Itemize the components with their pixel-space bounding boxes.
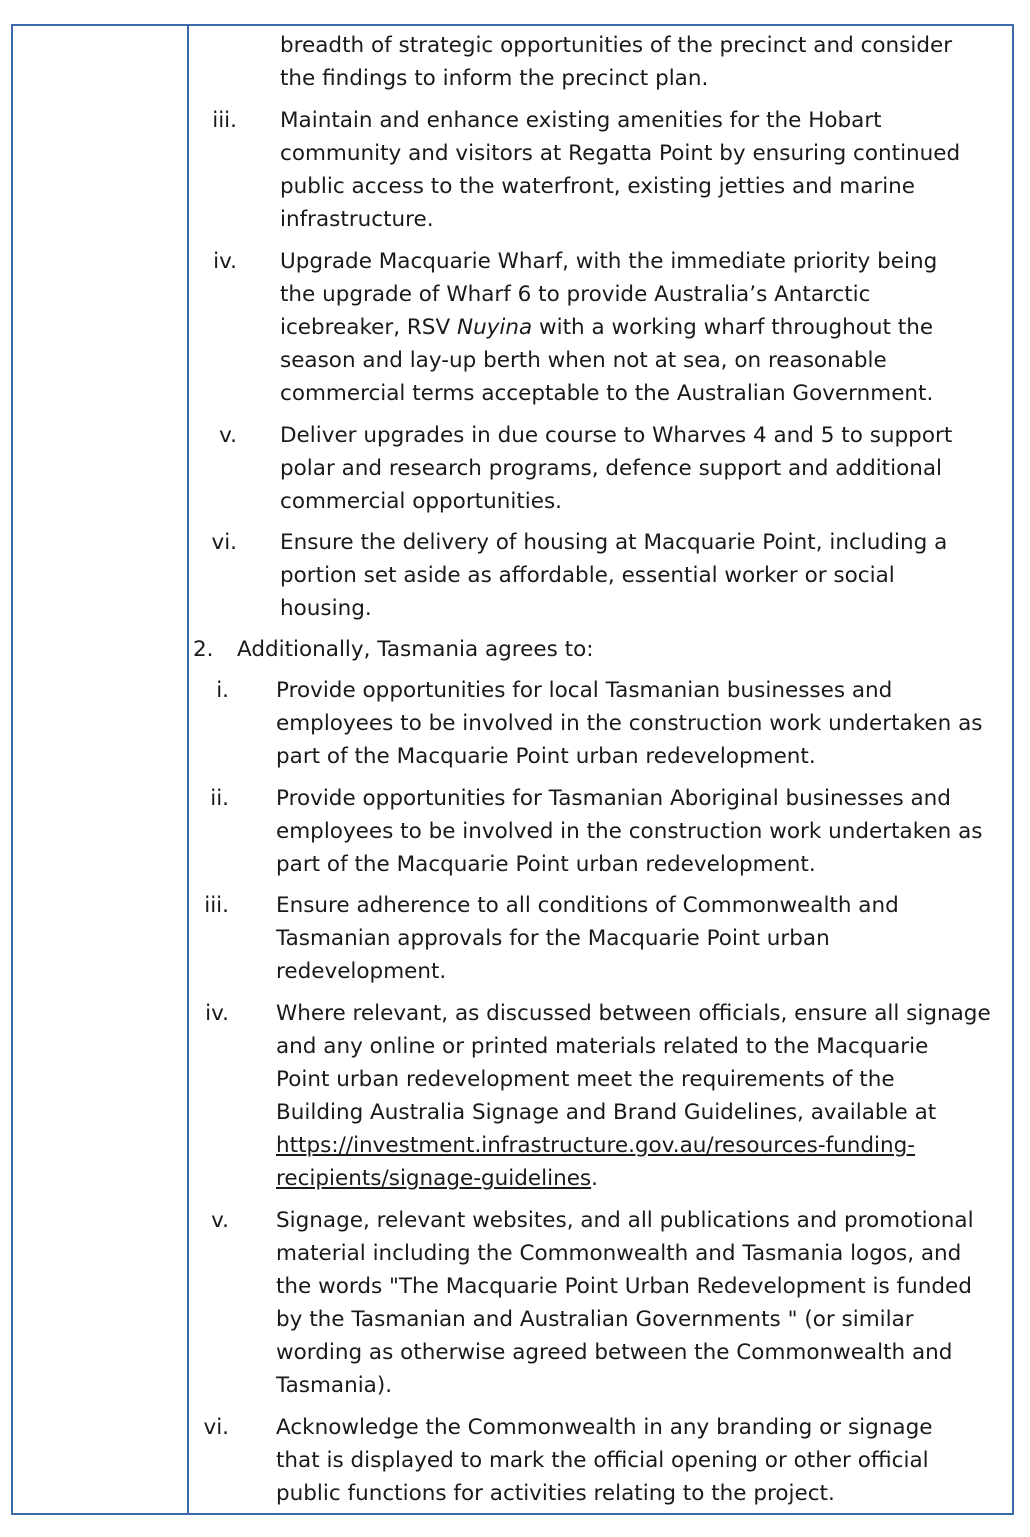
item-numeral: vi. <box>211 530 237 555</box>
list-item-line <box>189 815 1012 848</box>
list-item-line <box>189 1204 1012 1237</box>
vessel-name: Nuyina <box>457 315 533 340</box>
list-item-line <box>189 559 1012 592</box>
clause-text: Provide opportunities for local Tasmanian businesses and <box>276 678 893 703</box>
clause-text: Point urban redevelopment meet the requirements of the <box>276 1067 895 1092</box>
item-numeral: iii. <box>204 893 229 918</box>
list-item-line <box>189 1477 1012 1510</box>
table-cell-frame <box>11 24 1014 1515</box>
list-item-line <box>189 419 1012 452</box>
clause-text: polar and research programs, defence support and additional <box>280 456 943 481</box>
clause-text: community and visitors at Regatta Point by ensuring continued <box>280 141 961 166</box>
list-item-line <box>189 1336 1012 1369</box>
clause-text: breadth of strategic opportunities of the precinct and consider <box>280 33 953 58</box>
clause-text: employees to be involved in the construction work undertaken as <box>276 711 983 736</box>
list-item-line <box>189 377 1012 410</box>
list-item-line <box>189 485 1012 518</box>
list-item-line <box>189 782 1012 815</box>
list-item-line <box>189 1063 1012 1096</box>
clause-text: Acknowledge the Commonwealth in any branding or signage <box>276 1415 933 1440</box>
clause-text: Building Australia Signage and Brand Guidelines, available at <box>276 1100 937 1125</box>
list-item-line <box>189 1369 1012 1402</box>
clause-text: part of the Macquarie Point urban redevelopment. <box>276 852 816 877</box>
clause-text: redevelopment. <box>276 959 447 984</box>
clause-text: Where relevant, as discussed between officials, ensure all signage <box>276 1001 991 1026</box>
clause-text: Ensure adherence to all conditions of Commonwealth and <box>276 893 899 918</box>
list-item-line <box>189 889 1012 922</box>
list-item-line <box>189 170 1012 203</box>
item-numeral: iii. <box>212 108 237 133</box>
section-heading <box>189 633 1012 666</box>
clause-text: Deliver upgrades in due course to Wharves 4 and 5 to support <box>280 423 953 448</box>
clause-text: Signage, relevant websites, and all publications and promotional <box>276 1208 974 1233</box>
item-numeral: v. <box>219 423 237 448</box>
clause-text: by the Tasmanian and Australian Governments " (or similar <box>276 1307 914 1332</box>
item-numeral: ii. <box>210 786 229 811</box>
clause-text: commercial terms acceptable to the Australian Government. <box>280 381 934 406</box>
clause-text: material including the Commonwealth and Tasmania logos, and <box>276 1241 962 1266</box>
list-item-line <box>189 311 1012 344</box>
clause-text-segment: icebreaker, RSV <box>280 315 457 340</box>
list-item-line <box>189 592 1012 625</box>
clause-text: Upgrade Macquarie Wharf, with the immediate priority being <box>280 249 938 274</box>
list-item-line <box>189 1411 1012 1444</box>
list-item-line <box>189 29 1012 62</box>
list-item-line <box>189 137 1012 170</box>
clause-text: infrastructure. <box>280 207 434 232</box>
clause-text-segment: . <box>591 1166 598 1191</box>
list-item-line <box>189 707 1012 740</box>
item-numeral: v. <box>211 1208 229 1233</box>
clause-text: employees to be involved in the construction work undertaken as <box>276 819 983 844</box>
clause-text: the upgrade of Wharf 6 to provide Australia’s Antarctic <box>280 282 871 307</box>
clause-text: wording as otherwise agreed between the Commonwealth and <box>276 1340 953 1365</box>
signage-guidelines-link[interactable]: recipients/signage-guidelines <box>276 1166 592 1191</box>
clause-content <box>189 26 1012 1513</box>
list-item-line <box>189 245 1012 278</box>
list-item-line <box>189 62 1012 95</box>
clause-text: Tasmania). <box>276 1373 393 1398</box>
list-item-line <box>189 674 1012 707</box>
list-item-line <box>189 1030 1012 1063</box>
clause-text: public access to the waterfront, existing jetties and marine <box>280 174 916 199</box>
signage-guidelines-link[interactable]: https://investment.infrastructure.gov.au/resources-funding- <box>276 1133 916 1158</box>
item-numeral: vi. <box>203 1415 229 1440</box>
list-item-line <box>189 344 1012 377</box>
list-item-line <box>189 848 1012 881</box>
clause-text: commercial opportunities. <box>280 489 562 514</box>
clause-text: Tasmanian approvals for the Macquarie Point urban <box>276 926 830 951</box>
list-item-line <box>189 1096 1012 1129</box>
clause-text: portion set aside as affordable, essential worker or social <box>280 563 895 588</box>
list-item-line <box>189 1444 1012 1477</box>
clause-text: that is displayed to mark the official opening or other official <box>276 1448 929 1473</box>
clause-text: the words "The Macquarie Point Urban Redevelopment is funded <box>276 1274 972 1299</box>
list-item-line <box>189 1303 1012 1336</box>
list-item-line <box>189 104 1012 137</box>
list-item-line <box>189 278 1012 311</box>
clause-text: part of the Macquarie Point urban redevelopment. <box>276 744 816 769</box>
list-item-line <box>189 740 1012 773</box>
clause-text: Maintain and enhance existing amenities for the Hobart <box>280 108 882 133</box>
list-item-line <box>189 1129 1012 1162</box>
clause-text: the findings to inform the precinct plan. <box>280 66 709 91</box>
clause-text: Provide opportunities for Tasmanian Aboriginal businesses and <box>276 786 951 811</box>
list-item-line <box>189 1237 1012 1270</box>
list-item-line <box>189 997 1012 1030</box>
item-numeral: iv. <box>213 249 237 274</box>
list-item-line <box>189 955 1012 988</box>
list-item-line <box>189 203 1012 236</box>
list-item-line <box>189 452 1012 485</box>
section-number: 2. <box>193 637 214 662</box>
clause-text: and any online or printed materials related to the Macquarie <box>276 1034 929 1059</box>
list-item-line <box>189 922 1012 955</box>
clause-text: housing. <box>280 596 372 621</box>
item-numeral: i. <box>216 678 229 703</box>
list-item-line <box>189 1270 1012 1303</box>
clause-text-segment: with a working wharf throughout the <box>532 315 934 340</box>
clause-text: public functions for activities relating to the project. <box>276 1481 835 1506</box>
list-item-line <box>189 526 1012 559</box>
clause-text: season and lay-up berth when not at sea, on reasonable <box>280 348 887 373</box>
clause-text: Ensure the delivery of housing at Macquarie Point, including a <box>280 530 948 555</box>
item-numeral: iv. <box>205 1001 229 1026</box>
clause-text <box>276 1162 598 1195</box>
clause-text <box>280 311 933 344</box>
list-item-line <box>189 1162 1012 1195</box>
section-heading-text: Additionally, Tasmania agrees to: <box>237 637 594 662</box>
